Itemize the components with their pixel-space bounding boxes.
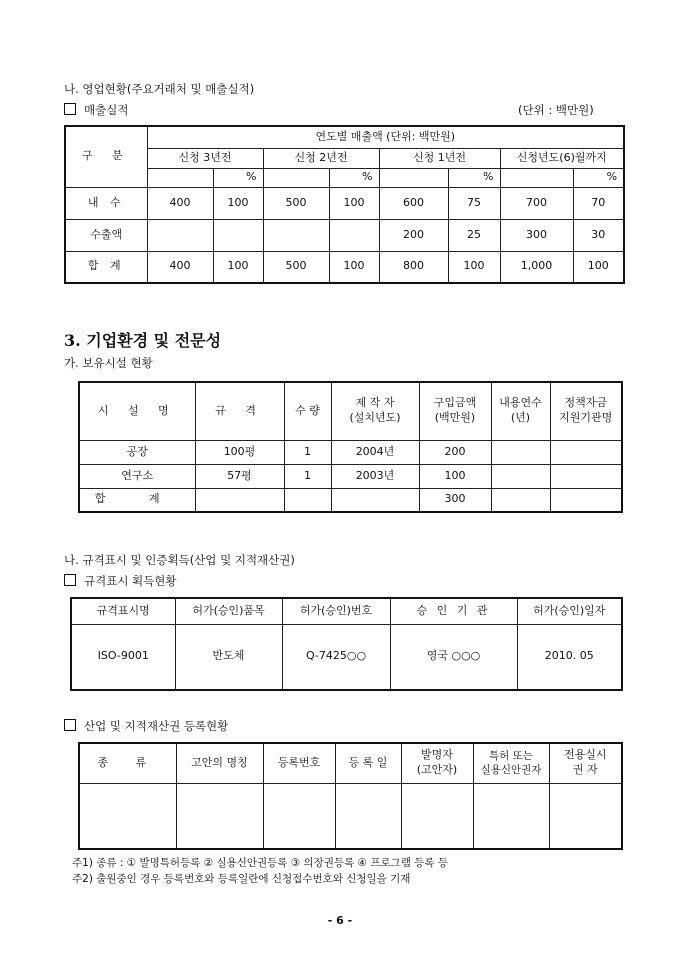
table-cell: 30	[573, 219, 624, 251]
table-header: 종 류	[79, 743, 176, 783]
table-cell: 2004년	[331, 440, 419, 464]
table-cell: 2003년	[331, 464, 419, 488]
ip-subheading: 산업 및 지적재산권 등록현황	[64, 718, 228, 734]
pct-header: %	[213, 168, 263, 187]
table-cell	[491, 464, 550, 488]
table-row	[71, 624, 622, 690]
table-header: 등록번호	[263, 743, 335, 783]
table-header: 고안의 명칭	[176, 743, 263, 783]
table-cell: 70	[573, 187, 624, 219]
table-cell: 400	[147, 251, 213, 283]
table-header: 등 록 일	[335, 743, 401, 783]
pct-header: %	[573, 168, 624, 187]
period-header: 신청년도(6)월까지	[500, 148, 624, 168]
table-cell	[331, 488, 419, 512]
table-cell: 200	[419, 440, 491, 464]
table-cell: 연구소	[79, 464, 195, 488]
table-cell: 1	[284, 440, 331, 464]
table-row	[65, 187, 624, 219]
table-cell: 300	[419, 488, 491, 512]
table-row	[79, 488, 622, 512]
table-cell: 500	[263, 187, 329, 219]
table-cell: 200	[379, 219, 448, 251]
table-cell	[195, 488, 284, 512]
table-cell	[491, 488, 550, 512]
sales-subheading: 매출실적	[64, 102, 128, 118]
table-header: 규 격	[195, 382, 284, 440]
table-cell: Q-7425○○	[282, 624, 390, 690]
table-cell: 2010. 05	[517, 624, 622, 690]
table-cell: 700	[500, 187, 573, 219]
table-header: 전용실시 권 자	[549, 743, 622, 783]
table-cell: 100	[329, 187, 379, 219]
table-cell	[550, 440, 622, 464]
table-cell: 300	[500, 219, 573, 251]
footnote: 주2) 출원중인 경우 등록번호와 등록일란에 신청접수번호와 신청일을 기재	[72, 873, 411, 885]
table-header: 허가(승인)일자	[517, 598, 622, 624]
row-label: 합 계	[65, 251, 147, 283]
section-title: 3. 기업환경 및 전문성	[64, 331, 222, 350]
table-cell: 500	[263, 251, 329, 283]
table-cell: 100	[329, 251, 379, 283]
table-cell: 공장	[79, 440, 195, 464]
table-cell: 600	[379, 187, 448, 219]
table-cell: 800	[379, 251, 448, 283]
row-label: 내 수	[65, 187, 147, 219]
ip-table	[78, 742, 623, 850]
table-header: 특허 또는 실용신안권자	[473, 743, 549, 783]
table-header: 규격표시명	[71, 598, 175, 624]
table-cell: 영국 ○○○	[390, 624, 517, 690]
facilities-table	[78, 381, 623, 513]
table-header: 구입금액 (백만원)	[419, 382, 491, 440]
table-cell	[263, 219, 329, 251]
sales-table	[64, 125, 625, 284]
table-row	[79, 440, 622, 464]
footnote: 주1) 종류 : ① 발명특허등록 ② 실용신안권등록 ③ 의장권등록 ④ 프로그램 등록 등	[72, 857, 449, 869]
pct-header: %	[448, 168, 500, 187]
table-cell	[329, 219, 379, 251]
row-label: 수출액	[65, 219, 147, 251]
table-cell	[284, 488, 331, 512]
table-cell: 100	[419, 464, 491, 488]
table-cell: 반도체	[175, 624, 282, 690]
table-row	[65, 251, 624, 283]
table-cell: 400	[147, 187, 213, 219]
table-header: 발명자 (고안자)	[401, 743, 473, 783]
table-cell: 57평	[195, 464, 284, 488]
sales-corner-header: 구 분	[65, 126, 147, 187]
period-header: 신청 2년전	[263, 148, 379, 168]
table-cell	[491, 440, 550, 464]
checkbox-icon	[64, 103, 76, 115]
sales-heading: 나. 영업현황(주요거래처 및 매출실적)	[64, 82, 255, 96]
cert-subheading: 규격표시 획득현황	[64, 573, 177, 589]
table-cell: 1,000	[500, 251, 573, 283]
period-header: 신청 3년전	[147, 148, 263, 168]
table-cell: 25	[448, 219, 500, 251]
table-row	[65, 219, 624, 251]
period-header: 신청 1년전	[379, 148, 500, 168]
table-cell	[550, 464, 622, 488]
table-cell: 100	[213, 251, 263, 283]
table-header: 제 작 자 (설치년도)	[331, 382, 419, 440]
table-cell: 100	[573, 251, 624, 283]
sales-group-header: 연도별 매출액 (단위: 백만원)	[147, 126, 624, 148]
table-cell: 75	[448, 187, 500, 219]
table-cell: 100	[213, 187, 263, 219]
table-cell: ISO-9001	[71, 624, 175, 690]
unit-label: (단위 : 백만원)	[518, 103, 594, 117]
table-cell	[550, 488, 622, 512]
table-cell: 100평	[195, 440, 284, 464]
page-number: - 6 -	[327, 914, 353, 927]
table-cell	[213, 219, 263, 251]
table-cell: 1	[284, 464, 331, 488]
pct-header: %	[329, 168, 379, 187]
facilities-heading: 가. 보유시설 현황	[64, 356, 153, 370]
table-cell: 100	[448, 251, 500, 283]
table-header: 허가(승인)품목	[175, 598, 282, 624]
table-cell: 합 계	[79, 488, 195, 512]
table-header: 수 량	[284, 382, 331, 440]
table-row	[79, 783, 622, 849]
table-header: 내용연수 (년)	[491, 382, 550, 440]
cert-heading: 나. 규격표시 및 인증획득(산업 및 지적재산권)	[64, 553, 295, 567]
table-header: 허가(승인)번호	[282, 598, 390, 624]
cert-table	[70, 597, 623, 691]
table-header: 승 인 기 관	[390, 598, 517, 624]
checkbox-icon	[64, 719, 76, 731]
table-header: 시 설 명	[79, 382, 195, 440]
table-row	[79, 464, 622, 488]
table-cell	[147, 219, 213, 251]
checkbox-icon	[64, 574, 76, 586]
table-header: 정책자금 지원기관명	[550, 382, 622, 440]
